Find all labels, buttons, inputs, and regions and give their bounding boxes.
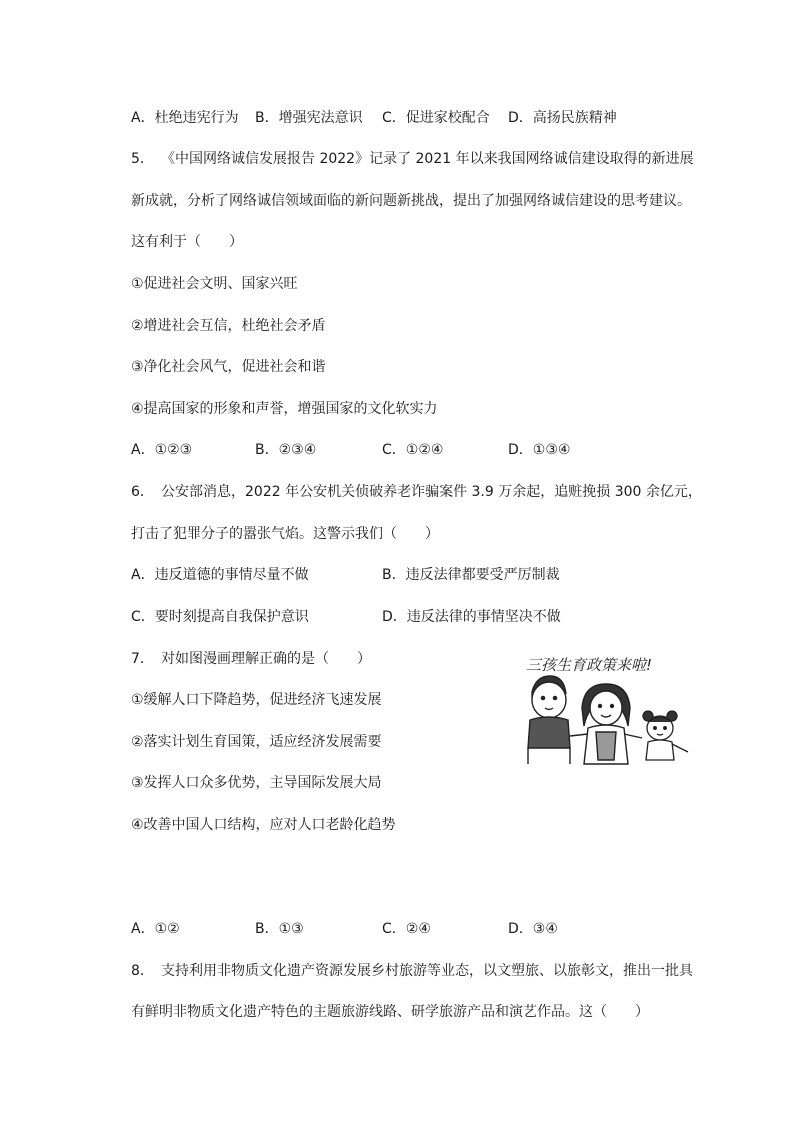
q6-option-d: D．违反法律的事情坚决不做 bbox=[382, 609, 561, 625]
q7-option-b: B．①③ bbox=[255, 921, 304, 937]
q6-option-c: C．要时刻提高自我保护意识 bbox=[131, 609, 309, 625]
child-figure bbox=[643, 711, 688, 760]
q8-stem-line1: 8． 支持利用非物质文化遗产资源发展乡村旅游等业态，以文塑旅、以旅彰文，推出一批具 bbox=[131, 963, 693, 979]
q7-stem: 7． 对如图漫画理解正确的是（ ） bbox=[131, 651, 371, 667]
q5-stem-line3: 这有利于（ ） bbox=[131, 234, 243, 250]
father-figure bbox=[528, 676, 570, 764]
q7-statement-2: ②落实计划生育国策，适应经济发展需要 bbox=[131, 734, 382, 750]
q4-option-b: B．增强宪法意识 bbox=[255, 110, 363, 126]
q7-number: 7． bbox=[131, 651, 154, 667]
q4-option-c: C．促进家校配合 bbox=[382, 110, 490, 126]
q5-statement-4: ④提高国家的形象和声誉，增强国家的文化软实力 bbox=[131, 401, 438, 417]
q4-option-a: A．杜绝违宪行为 bbox=[131, 110, 239, 126]
q6-stem-line2: 打击了犯罪分子的嚣张气焰。这警示我们（ ） bbox=[131, 526, 439, 542]
q6-option-b: B．违反法律都要受严厉制裁 bbox=[382, 567, 560, 583]
q7-statement-3: ③发挥人口众多优势，主导国际发展大局 bbox=[131, 775, 382, 791]
q5-statement-3: ③净化社会风气，促进社会和谐 bbox=[131, 359, 326, 375]
q5-stem-line1: 5． 《中国网络诚信发展报告 2022》记录了 2021 年以来我国网络诚信建设取得的新进展 bbox=[131, 151, 694, 167]
q8-number: 8． bbox=[131, 963, 154, 979]
q7-statement-4: ④改善中国人口结构，应对人口老龄化趋势 bbox=[131, 817, 396, 833]
q5-statement-2: ②增进社会互信，杜绝社会矛盾 bbox=[131, 318, 326, 334]
q5-statement-1: ①促进社会文明、国家兴旺 bbox=[131, 276, 298, 292]
q6-stem-line1: 6． 公安部消息，2022 年公安机关侦破养老诈骗案件 3.9 万余起，追赃挽损 300 余亿元， bbox=[131, 484, 702, 500]
q6-option-a: A．违反道德的事情尽量不做 bbox=[131, 567, 309, 583]
cartoon-caption: 三孩生育政策来啦! bbox=[526, 656, 653, 674]
mother-figure bbox=[570, 684, 642, 764]
q5-number: 5． bbox=[131, 151, 154, 167]
q4-option-d: D．高扬民族精神 bbox=[508, 110, 617, 126]
q6-number: 6． bbox=[131, 484, 154, 500]
q7-option-a: A．①② bbox=[131, 921, 180, 937]
q5-option-b: B．②③④ bbox=[255, 442, 317, 458]
q7-option-c: C．②④ bbox=[382, 921, 431, 937]
q7-statement-1: ①缓解人口下降趋势，促进经济飞速发展 bbox=[131, 692, 382, 708]
q7-option-d: D．③④ bbox=[508, 921, 558, 937]
q8-stem-line2: 有鲜明非物质文化遗产特色的主题旅游线路、研学旅游产品和演艺作品。这（ ） bbox=[131, 1004, 649, 1020]
q5-option-a: A．①②③ bbox=[131, 442, 193, 458]
q5-option-c: C．①②④ bbox=[382, 442, 444, 458]
q5-stem-line2: 新成就，分析了网络诚信领域面临的新问题新挑战，提出了加强网络诚信建设的思考建议。 bbox=[131, 193, 691, 209]
cartoon-three-child-policy-image bbox=[518, 648, 698, 768]
q5-option-d: D．①③④ bbox=[508, 442, 571, 458]
